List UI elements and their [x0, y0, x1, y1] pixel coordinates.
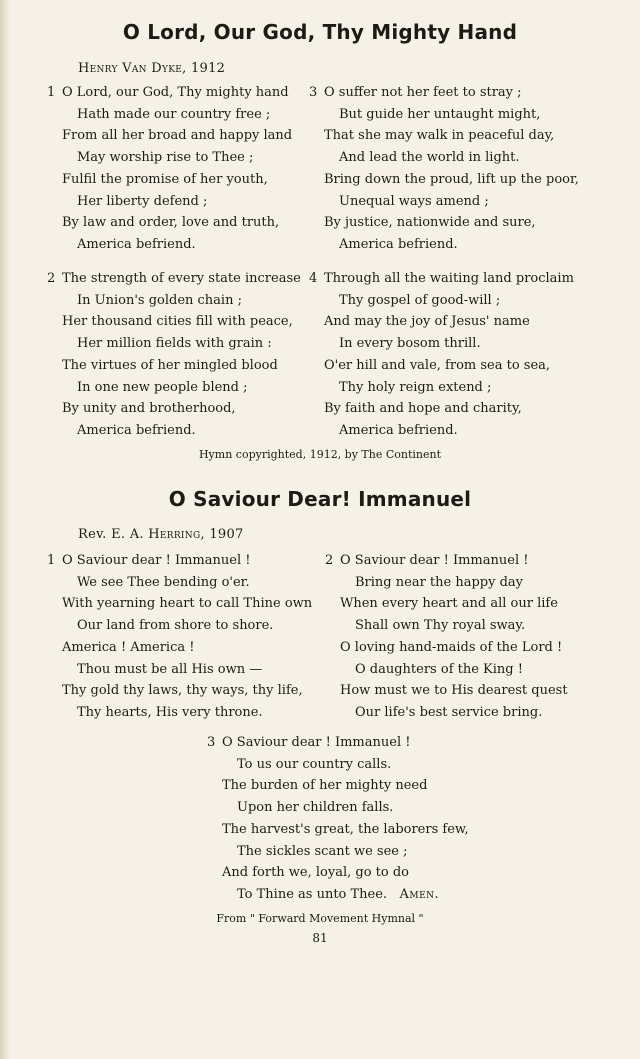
stanza-number: 3	[207, 735, 216, 750]
verse-line: That she may walk in peaceful day,	[324, 128, 555, 144]
hymn1-title: O Lord, Our God, Thy Mighty Hand	[122, 20, 518, 44]
verse-line: Shall own Thy royal sway.	[355, 618, 526, 634]
amen: Amen.	[399, 886, 440, 902]
verse-line: By law and order, love and truth,	[62, 215, 280, 231]
hymn2-author-year: , 1907	[200, 527, 244, 542]
hymn2-stanza-3	[207, 732, 482, 906]
verse-line: How must we to His dearest quest	[340, 683, 568, 699]
hymn1-author-name: Henry Van Dyke	[78, 61, 183, 76]
verse-line: Thy holy reign extend ;	[339, 379, 492, 395]
verse-line: The virtues of her mingled blood	[62, 357, 278, 373]
verse-line: O Lord, our God, Thy mighty hand	[62, 85, 289, 100]
verse-line: Hath made our country free ;	[77, 106, 271, 122]
verse-line: America befriend.	[339, 422, 458, 438]
verse-line: The burden of her mighty need	[222, 778, 428, 794]
verse-line: America befriend.	[77, 422, 196, 438]
stanza-number: 2	[325, 553, 334, 568]
verse-line: O loving hand-maids of the Lord !	[340, 639, 563, 655]
verse-line: Through all the waiting land proclaim	[324, 271, 574, 286]
stanza-number: 4	[309, 271, 318, 286]
hymn2-stanza-1	[47, 550, 322, 724]
hymn1-stanza-3	[309, 82, 584, 256]
verse-line: Her thousand cities fill with peace,	[62, 314, 293, 330]
hymn2-title: O Saviour Dear! Immanuel	[168, 487, 472, 511]
page-edge-shadow	[0, 0, 10, 1059]
verse-line: When every heart and all our life	[340, 596, 558, 612]
verse-line: Unequal ways amend ;	[339, 193, 489, 209]
verse-line: America befriend.	[339, 236, 458, 252]
verse-line: The harvest's great, the laborers few,	[222, 821, 469, 837]
verse-line: By justice, nationwide and sure,	[324, 215, 536, 231]
hymn2-author-name: E. A. Herring	[111, 527, 201, 542]
verse-line: O'er hill and vale, from sea to sea,	[324, 357, 551, 373]
hymn2-source: From " Forward Movement Hymnal "	[216, 912, 424, 925]
verse-line: Fulfil the promise of her youth,	[62, 171, 268, 187]
verse-line: By faith and hope and charity,	[324, 401, 522, 417]
verse-line: But guide her untaught might,	[339, 106, 541, 122]
hymn1-stanza-1	[47, 82, 322, 256]
stanza-number: 1	[47, 553, 56, 568]
verse-line: And lead the world in light.	[339, 150, 520, 166]
verse-line: And may the joy of Jesus' name	[324, 314, 530, 330]
hymn1-stanza-4	[309, 268, 584, 442]
verse-line: Our land from shore to shore.	[77, 618, 274, 634]
verse-line: Thou must be all His own —	[77, 661, 263, 677]
hymn2-stanza-2	[325, 550, 600, 724]
verse-line: By unity and brotherhood,	[62, 401, 236, 417]
verse-line: May worship rise to Thee ;	[77, 150, 254, 166]
verse-line: O Saviour dear ! Immanuel !	[222, 735, 411, 750]
hymn1-author-year: , 1912	[182, 61, 226, 76]
verse-line: Thy gospel of good-will ;	[339, 292, 501, 308]
hymn1-copyright: Hymn copyrighted, 1912, by The Continent	[198, 448, 442, 461]
verse-line: Thy hearts, His very throne.	[77, 704, 263, 720]
hymn2-author-prefix: Rev.	[78, 527, 112, 542]
verse-line: Bring near the happy day	[355, 574, 523, 590]
verse-line: O Saviour dear ! Immanuel !	[62, 553, 251, 568]
verse-line: We see Thee bending o'er.	[77, 574, 250, 590]
verse-line: Upon her children falls.	[237, 800, 394, 816]
hymn1-author	[78, 61, 225, 76]
verse-line: O daughters of the King !	[355, 661, 523, 677]
verse-line: O Saviour dear ! Immanuel !	[340, 553, 529, 568]
verse-line: America ! America !	[62, 639, 195, 655]
hymn2-author	[78, 527, 244, 542]
verse-line: The sickles scant we see ;	[237, 843, 408, 859]
verse-line: The strength of every state increase	[62, 271, 301, 286]
verse-line-text: To Thine as unto Thee.	[237, 886, 388, 902]
verse-line: And forth we, loyal, go to do	[222, 865, 409, 881]
stanza-number: 2	[47, 271, 56, 286]
hymn1-stanza-2	[47, 268, 322, 442]
verse-line: Bring down the proud, lift up the poor,	[324, 171, 579, 187]
verse-line: Her million fields with grain :	[77, 336, 272, 352]
verse-line: Her liberty defend ;	[77, 193, 208, 209]
verse-line: With yearning heart to call Thine own	[62, 596, 313, 612]
verse-line	[222, 884, 482, 906]
verse-line: In Union's golden chain ;	[77, 292, 242, 308]
verse-line: In one new people blend ;	[77, 379, 248, 395]
stanza-number: 3	[309, 85, 318, 100]
verse-line: In every bosom thrill.	[339, 336, 481, 352]
verse-line: To us our country calls.	[237, 756, 392, 772]
verse-line: O suffer not her feet to stray ;	[324, 85, 522, 100]
verse-line: From all her broad and happy land	[62, 128, 293, 144]
verse-line: Thy gold thy laws, thy ways, thy life,	[62, 683, 303, 699]
verse-line: America befriend.	[77, 236, 196, 252]
stanza-number: 1	[47, 85, 56, 100]
page-number: 81	[312, 931, 328, 945]
verse-line: Our life's best service bring.	[355, 704, 543, 720]
